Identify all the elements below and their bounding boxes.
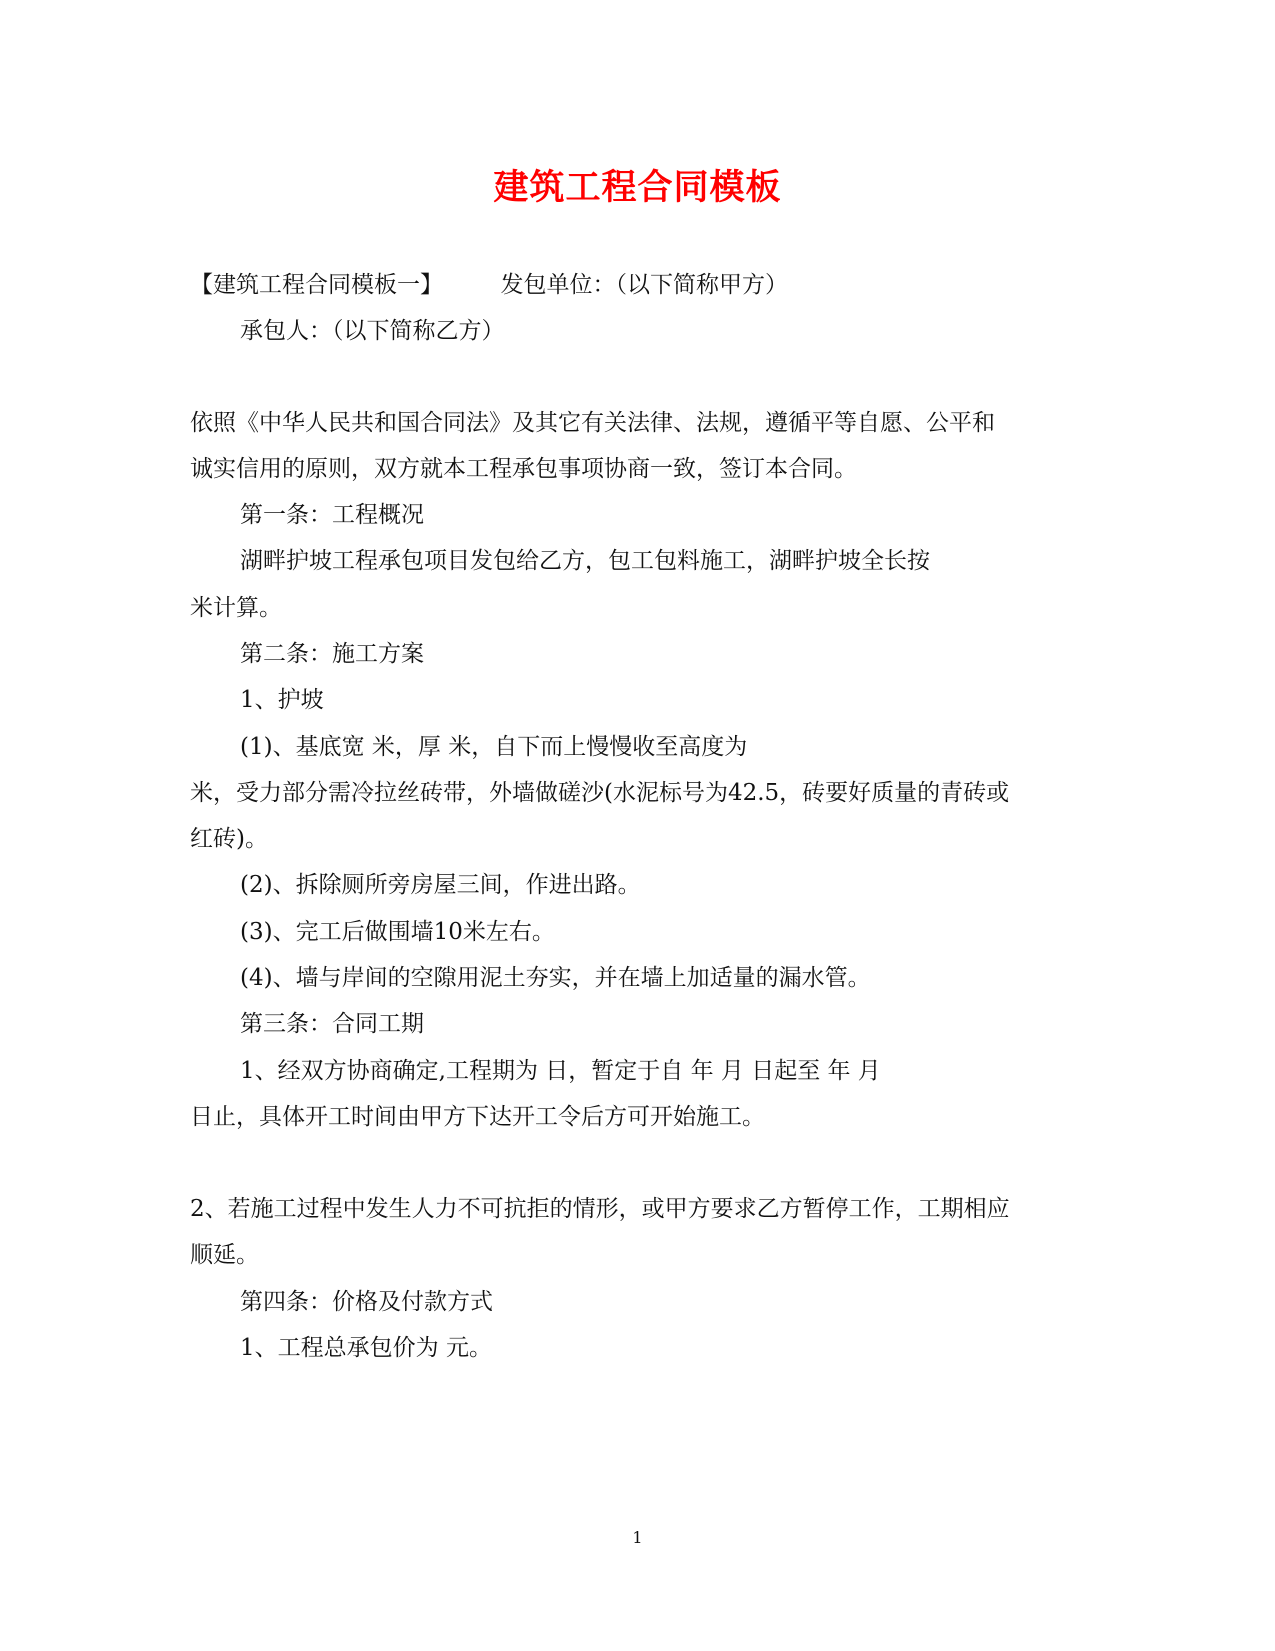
doc-line: 【建筑工程合同模板一】 发包单位：（以下简称甲方） bbox=[190, 272, 788, 298]
doc-line: 承包人：（以下简称乙方） bbox=[240, 318, 505, 344]
doc-line: 依照《中华人民共和国合同法》及其它有关法律、法规，遵循平等自愿、公平和 bbox=[190, 410, 995, 436]
doc-line: 第三条：合同工期 bbox=[240, 1011, 424, 1037]
page-number: 1 bbox=[632, 1528, 643, 1547]
doc-line: (2)、拆除厕所旁房屋三间，作进出路。 bbox=[240, 872, 641, 898]
doc-line: (1)、基底宽 米，厚 米，自下而上慢慢收至高度为 bbox=[240, 734, 748, 760]
document-title: 建筑工程合同模板 bbox=[493, 167, 782, 208]
doc-line: 1、护坡 bbox=[240, 687, 324, 713]
doc-line: 1、工程总承包价为 元。 bbox=[240, 1335, 492, 1361]
doc-line: (4)、墙与岸间的空隙用泥土夯实，并在墙上加适量的漏水管。 bbox=[240, 965, 871, 991]
doc-line: 2、若施工过程中发生人力不可抗拒的情形，或甲方要求乙方暂停工作，工期相应 bbox=[190, 1196, 1010, 1222]
doc-line: (3)、完工后做围墙10米左右。 bbox=[240, 919, 555, 945]
doc-line: 湖畔护坡工程承包项目发包给乙方，包工包料施工，湖畔护坡全长按 bbox=[240, 548, 930, 574]
doc-line: 顺延。 bbox=[190, 1242, 259, 1268]
doc-line: 第一条：工程概况 bbox=[240, 502, 424, 528]
doc-line: 第二条：施工方案 bbox=[240, 641, 424, 667]
doc-line: 日止，具体开工时间由甲方下达开工令后方可开始施工。 bbox=[190, 1104, 765, 1130]
doc-line: 1、经双方协商确定,工程期为 日，暂定于自 年 月 日起至 年 月 bbox=[240, 1058, 881, 1084]
doc-line: 米，受力部分需冷拉丝砖带，外墙做磋沙(水泥标号为42.5，砖要好质量的青砖或 bbox=[190, 780, 1010, 806]
doc-line: 诚实信用的原则，双方就本工程承包事项协商一致，签订本合同。 bbox=[190, 456, 857, 482]
doc-line: 第四条：价格及付款方式 bbox=[240, 1289, 493, 1315]
doc-line: 红砖)。 bbox=[190, 826, 268, 852]
doc-line: 米计算。 bbox=[190, 595, 282, 621]
